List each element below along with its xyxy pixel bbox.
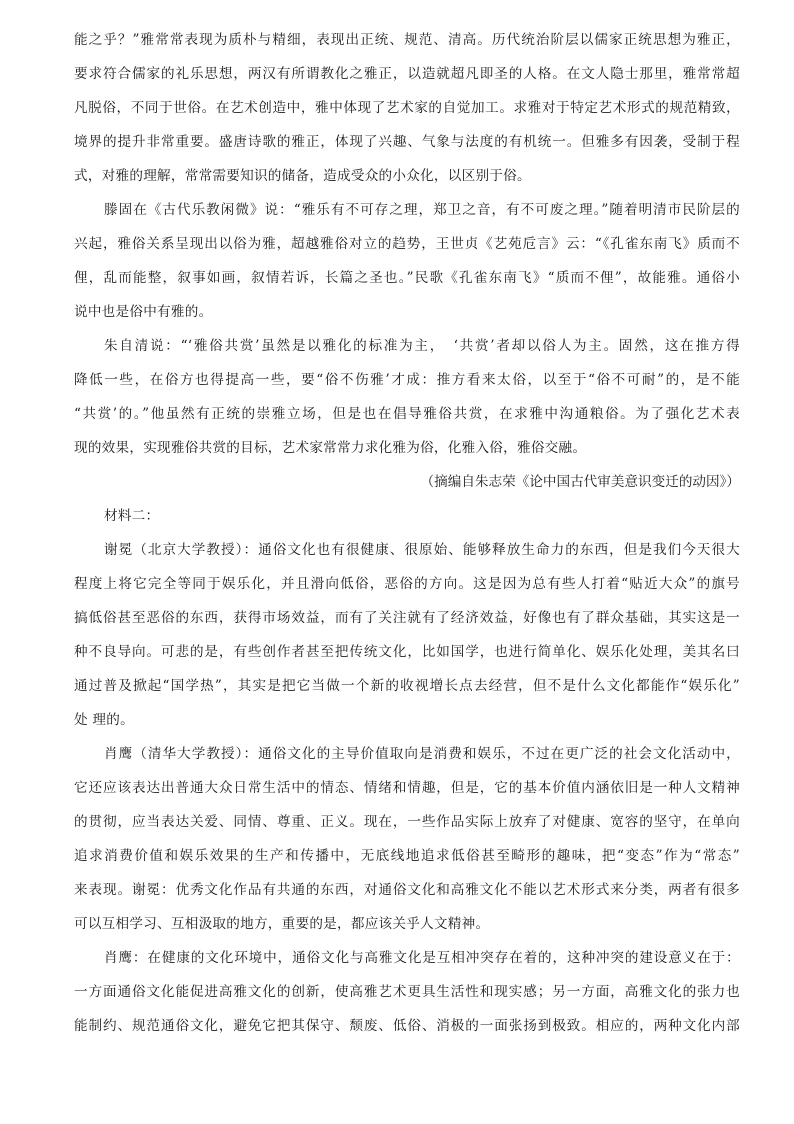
text-line: 能之乎？”雅常常表现为质朴与精细，表现出正统、规范、清高。历代统治阶层以儒家正统思想为雅正，	[74, 32, 740, 48]
text-line: 兴起，雅俗关系呈现出以俗为雅，超越雅俗对立的趋势，王世贞《艺苑卮言》云：“《孔雀东南飞》质而不	[74, 236, 740, 252]
text-line: 追求消费价值和娱乐效果的生产和传播中，无底线地追求低俗甚至畸形的趣味，把“变态”作为“常态”	[74, 848, 740, 864]
text-line: 程度上将它完全等同于娱乐化，并且滑向低俗，恶俗的方向。这是因为总有些人打着“贴近大众”的旗号	[74, 576, 740, 592]
text-line: 境界的提升非常重要。盛唐诗歌的雅正，体现了兴趣、气象与法度的有机统一。但雅多有因袭，受制于程	[74, 134, 740, 150]
text-line: 肖鹰：在健康的文化环境中，通俗文化与高雅文化是互相冲突存在着的，这种冲突的建设意义在于：	[104, 950, 740, 966]
text-line: 种不良导向。可悲的是，有些创作者甚至把传统文化，比如国学，也进行简单化、娱乐化处理，美其名曰	[74, 644, 740, 660]
text-line: 处 理的。	[74, 712, 134, 728]
text-line: 凡脱俗，不同于世俗。在艺术创造中，雅中体现了艺术家的自觉加工。求雅对于特定艺术形式的规范精致，	[74, 100, 740, 116]
text-line: 要求符合儒家的礼乐思想，两汉有所谓教化之雅正，以造就超凡即圣的人格。在文人隐士那里，雅常常超	[74, 66, 740, 82]
section-heading: 材料二：	[104, 508, 160, 524]
text-line: 来表现。谢冕：优秀文化作品有共通的东西，对通俗文化和高雅文化不能以艺术形式来分类，两者有很多	[74, 882, 740, 898]
text-line: 它还应该表达出普通大众日常生活中的情态、情绪和情趣，但是，它的基本价值内涵依旧是一种人文精神	[74, 780, 740, 796]
text-line: 可以互相学习、互相汲取的地方，重要的是，都应该关乎人文精神。	[74, 916, 490, 932]
text-line: 现的效果，实现雅俗共赏的目标，艺术家常常力求化雅为俗，化雅入俗，雅俗交融。	[74, 440, 587, 456]
text-line: 朱自清说：“‘雅俗共赏’虽然是以雅化的标准为主， ‘共赏’者却以俗人为主。固然，这在推方得	[104, 338, 740, 354]
text-line: 滕固在《古代乐教闲微》说：“雅乐有不可存之理，郑卫之音，有不可废之理。”随着明清市民阶层的	[104, 202, 740, 218]
text-line: 说中也是俗中有雅的。	[74, 304, 213, 320]
text-line: 能制约、规范通俗文化，避免它把其保守、颓废、低俗、消极的一面张扬到极致。相应的，两种文化内部	[74, 1018, 740, 1034]
text-line: 的贯彻，应当表达关爱、同情、尊重、正义。现在，一些作品实际上放弃了对健康、宽容的坚守，在单向	[74, 814, 740, 830]
text-line: 搞低俗甚至恶俗的东西，获得市场效益，而有了关注就有了经济效益，好像也有了群众基础，其实这是一	[74, 610, 740, 626]
text-line: 俚，乱而能整，叙事如画，叙情若诉，长篇之圣也。”民歌《孔雀东南飞》“质而不俚”，故能雅。通俗小	[74, 270, 740, 286]
text-line: 一方面通俗文化能促进高雅文化的创新，使高雅艺术更具生活性和现实感；另一方面，高雅文化的张力也	[74, 984, 740, 1000]
text-line: 通过普及掀起“国学热”，其实是把它当做一个新的收视增长点去经营，但不是什么文化都能作“娱乐化”	[74, 678, 740, 694]
text-line: 式，对雅的理解，常常需要知识的储备，造成受众的小众化，以区别于俗。	[74, 168, 531, 184]
text-line: 降低一些，在俗方也得提高一些，要“俗不伤雅’才成：推方看来太俗，以至于“俗不可耐”的，是不能	[74, 372, 740, 388]
text-line: 肖鹰（清华大学教授）：通俗文化的主导价值取向是消费和娱乐，不过在更广泛的社会文化活动中，	[104, 746, 740, 762]
text-line: 谢冕（北京大学教授）：通俗文化也有很健康、很原始、能够释放生命力的东西，但是我们今天很大	[104, 542, 740, 558]
source-citation: （摘编自朱志荣《论中国古代审美意识变迁的动因》）	[420, 474, 740, 490]
text-line: “共赏’的。”他虽然有正统的崇雅立场，但是也在倡导雅俗共赏，在求雅中沟通粮俗。为了强化艺术表	[74, 406, 740, 422]
